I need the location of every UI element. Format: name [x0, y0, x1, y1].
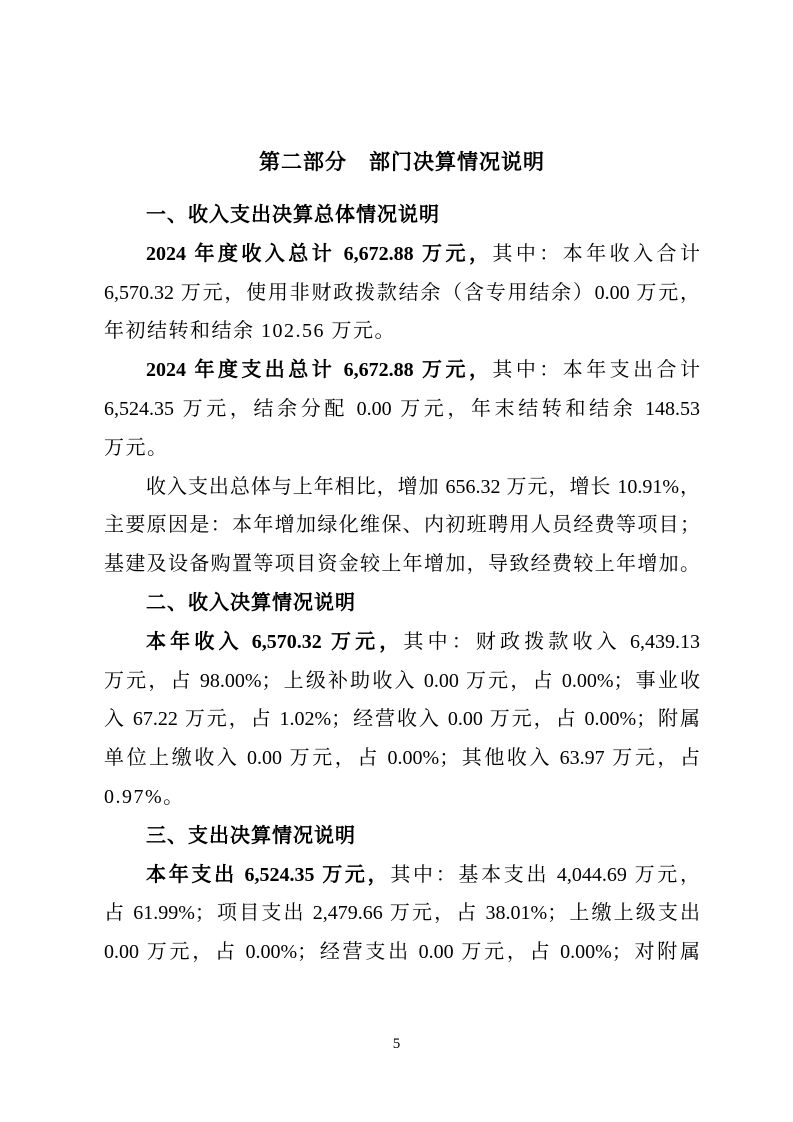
bold-run: 本年收入 6,570.32 万元，	[146, 630, 404, 653]
text-run: 年初结转和结余 102.56 万元。	[104, 320, 396, 343]
text-run: 万元，占 98.00%；上级补助收入 0.00 万元，占 0.00%；事业收	[104, 669, 700, 692]
text-run: 6,570.32 万元，使用非财政拨款结余（含专用结余）0.00 万元，	[104, 281, 700, 304]
section-heading-1: 一、收入支出决算总体情况说明	[146, 204, 440, 226]
para-line	[104, 856, 700, 895]
text-run: 占 61.99%；项目支出 2,479.66 万元，占 38.01%；上缴上级支出	[104, 902, 700, 925]
para-line	[104, 894, 700, 933]
para-line	[104, 468, 700, 507]
text-run: 基建及设备购置等项目资金较上年增加，导致经费较上年增加。	[104, 553, 700, 576]
section-heading-2: 二、收入决算情况说明	[146, 591, 356, 614]
para-line	[104, 700, 700, 739]
page-number: 5	[392, 1036, 401, 1052]
section-heading-3: 三、支出决算情况说明	[146, 824, 356, 847]
document-title: 第二部分 部门决算情况说明	[259, 151, 545, 174]
para-line	[104, 429, 700, 468]
text-run: 6,524.35 万元，结余分配 0.00 万元，年末结转和结余 148.53	[104, 397, 700, 420]
bold-run: 2024 年度收入总计 6,672.88 万元，	[146, 242, 493, 265]
para-line	[104, 545, 700, 584]
text-run: 单位上缴收入 0.00 万元，占 0.00%；其他收入 63.97 万元，占	[104, 747, 700, 770]
para-line	[104, 739, 700, 778]
text-run: 其中：基本支出 4,044.69 万元，	[390, 863, 701, 886]
text-run: 万元。	[104, 436, 169, 459]
bold-run: 本年支出 6,524.35 万元，	[146, 863, 391, 886]
text-run: 其中：财政拨款收入 6,439.13	[403, 630, 701, 653]
para-line	[104, 623, 700, 662]
text-run: 其中：本年收入合计	[492, 242, 701, 265]
text-run: 主要原因是：本年增加绿化维保、内初班聘用人员经费等项目；	[104, 514, 700, 537]
text-run: 收入支出总体与上年相比，增加 656.32 万元，增长 10.91%，	[146, 475, 700, 498]
para-line	[104, 506, 700, 545]
para-line	[104, 351, 700, 390]
text-run: 其中：本年支出合计	[492, 359, 701, 382]
text-run: 0.00 万元，占 0.00%；经营支出 0.00 万元，占 0.00%；对附属	[104, 941, 700, 964]
text-run: 0.97%。	[104, 785, 185, 808]
para-line	[104, 662, 700, 701]
para-line	[104, 933, 700, 972]
document-body	[104, 144, 700, 972]
para-line	[104, 312, 700, 351]
text-run: 入 67.22 万元，占 1.02%；经营收入 0.00 万元，占 0.00%；附属	[104, 708, 700, 731]
para-line	[104, 390, 700, 429]
para-line	[104, 778, 700, 817]
bold-run: 2024 年度支出总计 6,672.88 万元，	[146, 359, 493, 382]
para-line	[104, 235, 700, 274]
para-line	[104, 274, 700, 313]
